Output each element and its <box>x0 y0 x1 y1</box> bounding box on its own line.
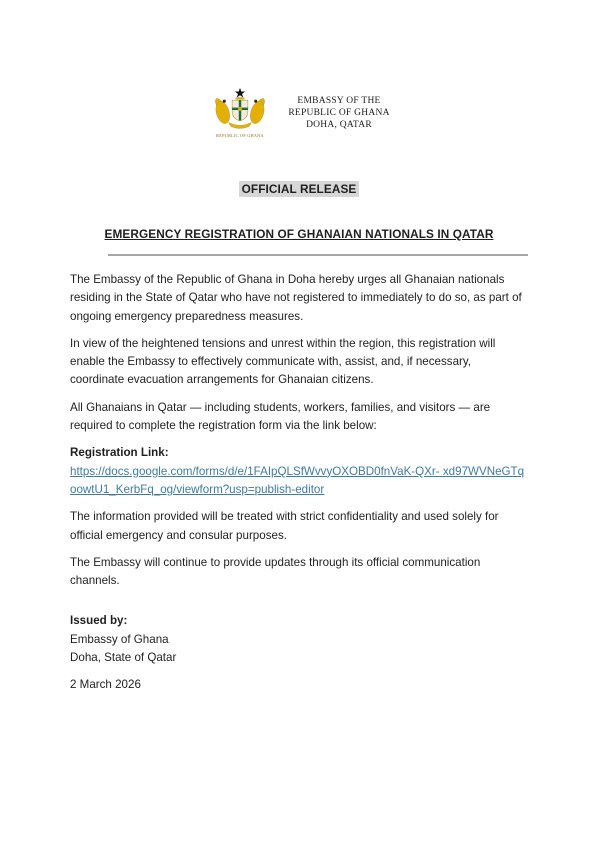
horizontal-divider <box>108 254 528 256</box>
title-row <box>70 225 528 243</box>
paragraph-confidentiality: The information provided will be treated with strict confidentiality and used solely for official emergency and consular purposes. <box>70 510 499 542</box>
document-content <box>70 0 528 695</box>
logo-caption: REPUBLIC OF GHANA <box>216 133 265 139</box>
embassy-name-line3: DOHA, QATAR <box>306 119 372 130</box>
black-star-icon <box>235 88 245 98</box>
ghana-coat-of-arms-logo <box>208 84 272 144</box>
document-footer <box>70 612 528 694</box>
letterhead <box>70 0 528 144</box>
document-title: EMERGENCY REGISTRATION OF GHANAIAN NATIONALS IN QATAR <box>104 227 494 241</box>
registration-link-label: Registration Link: <box>70 446 169 460</box>
registration-link-line1: https://docs.google.com/forms/d/e/1FAIpQLSfWvvyOXOBD0fnVaK-QXr- <box>70 464 440 478</box>
paragraph-updates: The Embassy will continue to provide updates through its official communication channels. <box>70 555 481 588</box>
issue-date: 2 March 2026 <box>70 678 141 692</box>
registration-link-line2: xd97WVNeGTqoowtU1_KerbFq_og/viewform?usp=publish-editor <box>70 464 525 496</box>
paragraph-urge-registration: The Embassy of the Republic of Ghana in Doha hereby urges all Ghanaian nationals residing in the State of Qatar who have not registered to immediately to do so, as part of ongoing emergency preparedness measures. <box>70 273 522 323</box>
registration-form-link[interactable] <box>70 463 528 500</box>
paragraph-all-ghanaians: All Ghanaians in Qatar — including students, workers, families, and visitors — are required to complete the registration form via the link below: <box>70 400 491 433</box>
document-body <box>70 271 528 590</box>
base-ribbon-icon <box>229 122 252 128</box>
paragraph-heightened-tensions: In view of the heightened tensions and unrest within the region, this registration will enable the Embassy to effectively communicate with, assist, and, if necessary, coordinate evacuation arrangements for Ghanaian citizens. <box>70 336 496 387</box>
embassy-name-line2: REPUBLIC OF GHANA <box>288 108 390 119</box>
shield-icon <box>232 100 248 121</box>
registration-link-block <box>70 444 528 499</box>
right-eagle-icon <box>248 97 267 125</box>
official-release-badge: OFFICIAL RELEASE <box>239 181 360 197</box>
embassy-name-block <box>288 96 389 131</box>
issuer-location: Doha, State of Qatar <box>70 651 177 665</box>
embassy-name-line1: EMBASSY OF THE <box>297 96 381 107</box>
release-badge-row <box>70 180 528 198</box>
issuer-name: Embassy of Ghana <box>70 632 169 646</box>
left-eagle-icon <box>214 97 233 125</box>
issued-by-label: Issued by: <box>70 614 128 628</box>
